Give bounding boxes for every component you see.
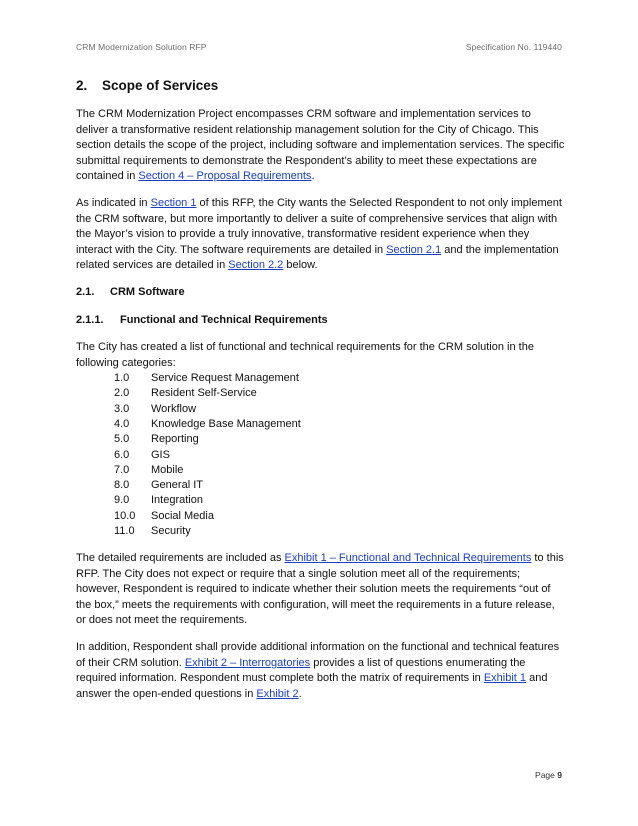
list-item — [76, 432, 566, 447]
section-title: Scope of Services — [102, 78, 219, 93]
category-label: Knowledge Base Management — [151, 417, 301, 430]
category-number: 2.0 — [114, 387, 130, 400]
category-label: Service Request Management — [151, 372, 299, 385]
paragraph-1 — [76, 107, 566, 184]
subsubsection-heading — [76, 313, 566, 328]
category-number: 5.0 — [114, 433, 130, 446]
document-body — [76, 78, 566, 714]
subsubsection-number: 2.1.1. — [76, 313, 104, 326]
para1-text-b: . — [311, 170, 315, 183]
header-left: CRM Modernization Solution RFP — [76, 42, 207, 52]
categories-intro: The City has created a list of functional and technical requirements for the CRM solution in the following categories: — [76, 341, 534, 369]
category-label: Resident Self-Service — [151, 387, 257, 400]
list-item — [76, 524, 566, 539]
list-item — [76, 448, 566, 463]
para3-text-a: The detailed requirements are included as — [76, 552, 285, 565]
category-label: Security — [151, 525, 191, 538]
para1-text-a: The CRM Modernization Project encompasses CRM software and implementation services to deliver a transformative resident relationship management solution for the City of Chicago. This section details the scope of the project, including software and implementation services. The specific submittal requirements to demonstrate the Respondent’s ability to meet these expectations are contained in — [76, 108, 565, 183]
section-heading — [76, 78, 566, 93]
link-section-2-1[interactable]: Section 2.1 — [386, 243, 442, 256]
page-header — [76, 42, 562, 52]
category-number: 3.0 — [114, 402, 130, 415]
page-label: Page — [535, 770, 555, 780]
para4-text-c: and answer the open-ended questions in — [76, 672, 548, 700]
para2-text-c: and the implementation related services are detailed in — [76, 243, 559, 272]
category-label: Mobile — [151, 463, 184, 476]
category-number: 9.0 — [114, 494, 130, 507]
list-item — [76, 478, 566, 493]
category-label: Workflow — [151, 402, 197, 415]
category-label: Social Media — [151, 509, 214, 522]
page-footer — [535, 770, 562, 780]
category-label: Integration — [151, 494, 203, 507]
category-label: Reporting — [151, 433, 199, 446]
link-section-2-2[interactable]: Section 2.2 — [228, 259, 284, 272]
para2-text-b: of this RFP, the City wants the Selected Respondent to not only implement the CRM software, but more importantly to deliver a suite of comprehensive services that align with the Mayor’s vision to provide a truly innovative, transformative resident experience when they interact with the City. The software requirements are detailed in — [76, 197, 562, 256]
paragraph-3 — [76, 551, 566, 628]
para2-text-a: As indicated in — [76, 197, 151, 210]
link-exhibit-1-full[interactable]: Exhibit 1 – Functional and Technical Requirements — [284, 552, 532, 565]
para3-text-b: to this RFP. The City does not expect or require that a single solution meet all of the requirements; however, Respondent is required to indicate whether their solution meets the requirements “out of the box,” meets the requirements with configuration, will meet the requirements in a future release, or does not meet the requirements. — [76, 552, 564, 626]
paragraph-4 — [76, 640, 566, 702]
category-label: GIS — [151, 448, 170, 461]
category-number: 7.0 — [114, 463, 130, 476]
list-item — [76, 371, 566, 386]
para4-text-b: provides a list of questions enumerating the required information. Respondent must complete both the matrix of requirements in — [76, 656, 526, 685]
link-section-4[interactable]: Section 4 – Proposal Requirements — [138, 170, 312, 183]
para4-text-d: . — [298, 687, 302, 700]
subsubsection-title: Functional and Technical Requirements — [120, 313, 328, 326]
list-item — [76, 417, 566, 432]
subsection-heading — [76, 285, 566, 300]
list-item — [76, 493, 566, 508]
link-exhibit-2[interactable]: Exhibit 2 — [256, 687, 299, 700]
category-number: 6.0 — [114, 448, 130, 461]
category-number: 8.0 — [114, 479, 130, 492]
page-number: 9 — [557, 770, 562, 780]
header-right: Specification No. 119440 — [465, 42, 562, 52]
link-exhibit-1[interactable]: Exhibit 1 — [483, 672, 527, 685]
link-exhibit-2-full[interactable]: Exhibit 2 – Interrogatories — [184, 656, 311, 669]
categories-list — [76, 371, 566, 539]
subsection-number: 2.1. — [76, 286, 95, 299]
section-number: 2. — [76, 78, 88, 93]
category-number: 4.0 — [114, 417, 130, 430]
category-number: 1.0 — [114, 372, 130, 385]
para2-text-d: below. — [283, 259, 318, 272]
category-number: 10.0 — [114, 509, 136, 522]
category-label: General IT — [151, 479, 203, 492]
list-item — [76, 402, 566, 417]
para4-text-a: In addition, Respondent shall provide additional information on the functional and technical features of their CRM solution. — [76, 641, 560, 669]
list-item — [76, 509, 566, 524]
category-number: 11.0 — [114, 525, 135, 538]
paragraph-2 — [76, 196, 566, 273]
link-section-1[interactable]: Section 1 — [150, 197, 197, 210]
list-item — [76, 463, 566, 478]
subsection-title: CRM Software — [110, 286, 185, 299]
list-item — [76, 386, 566, 401]
